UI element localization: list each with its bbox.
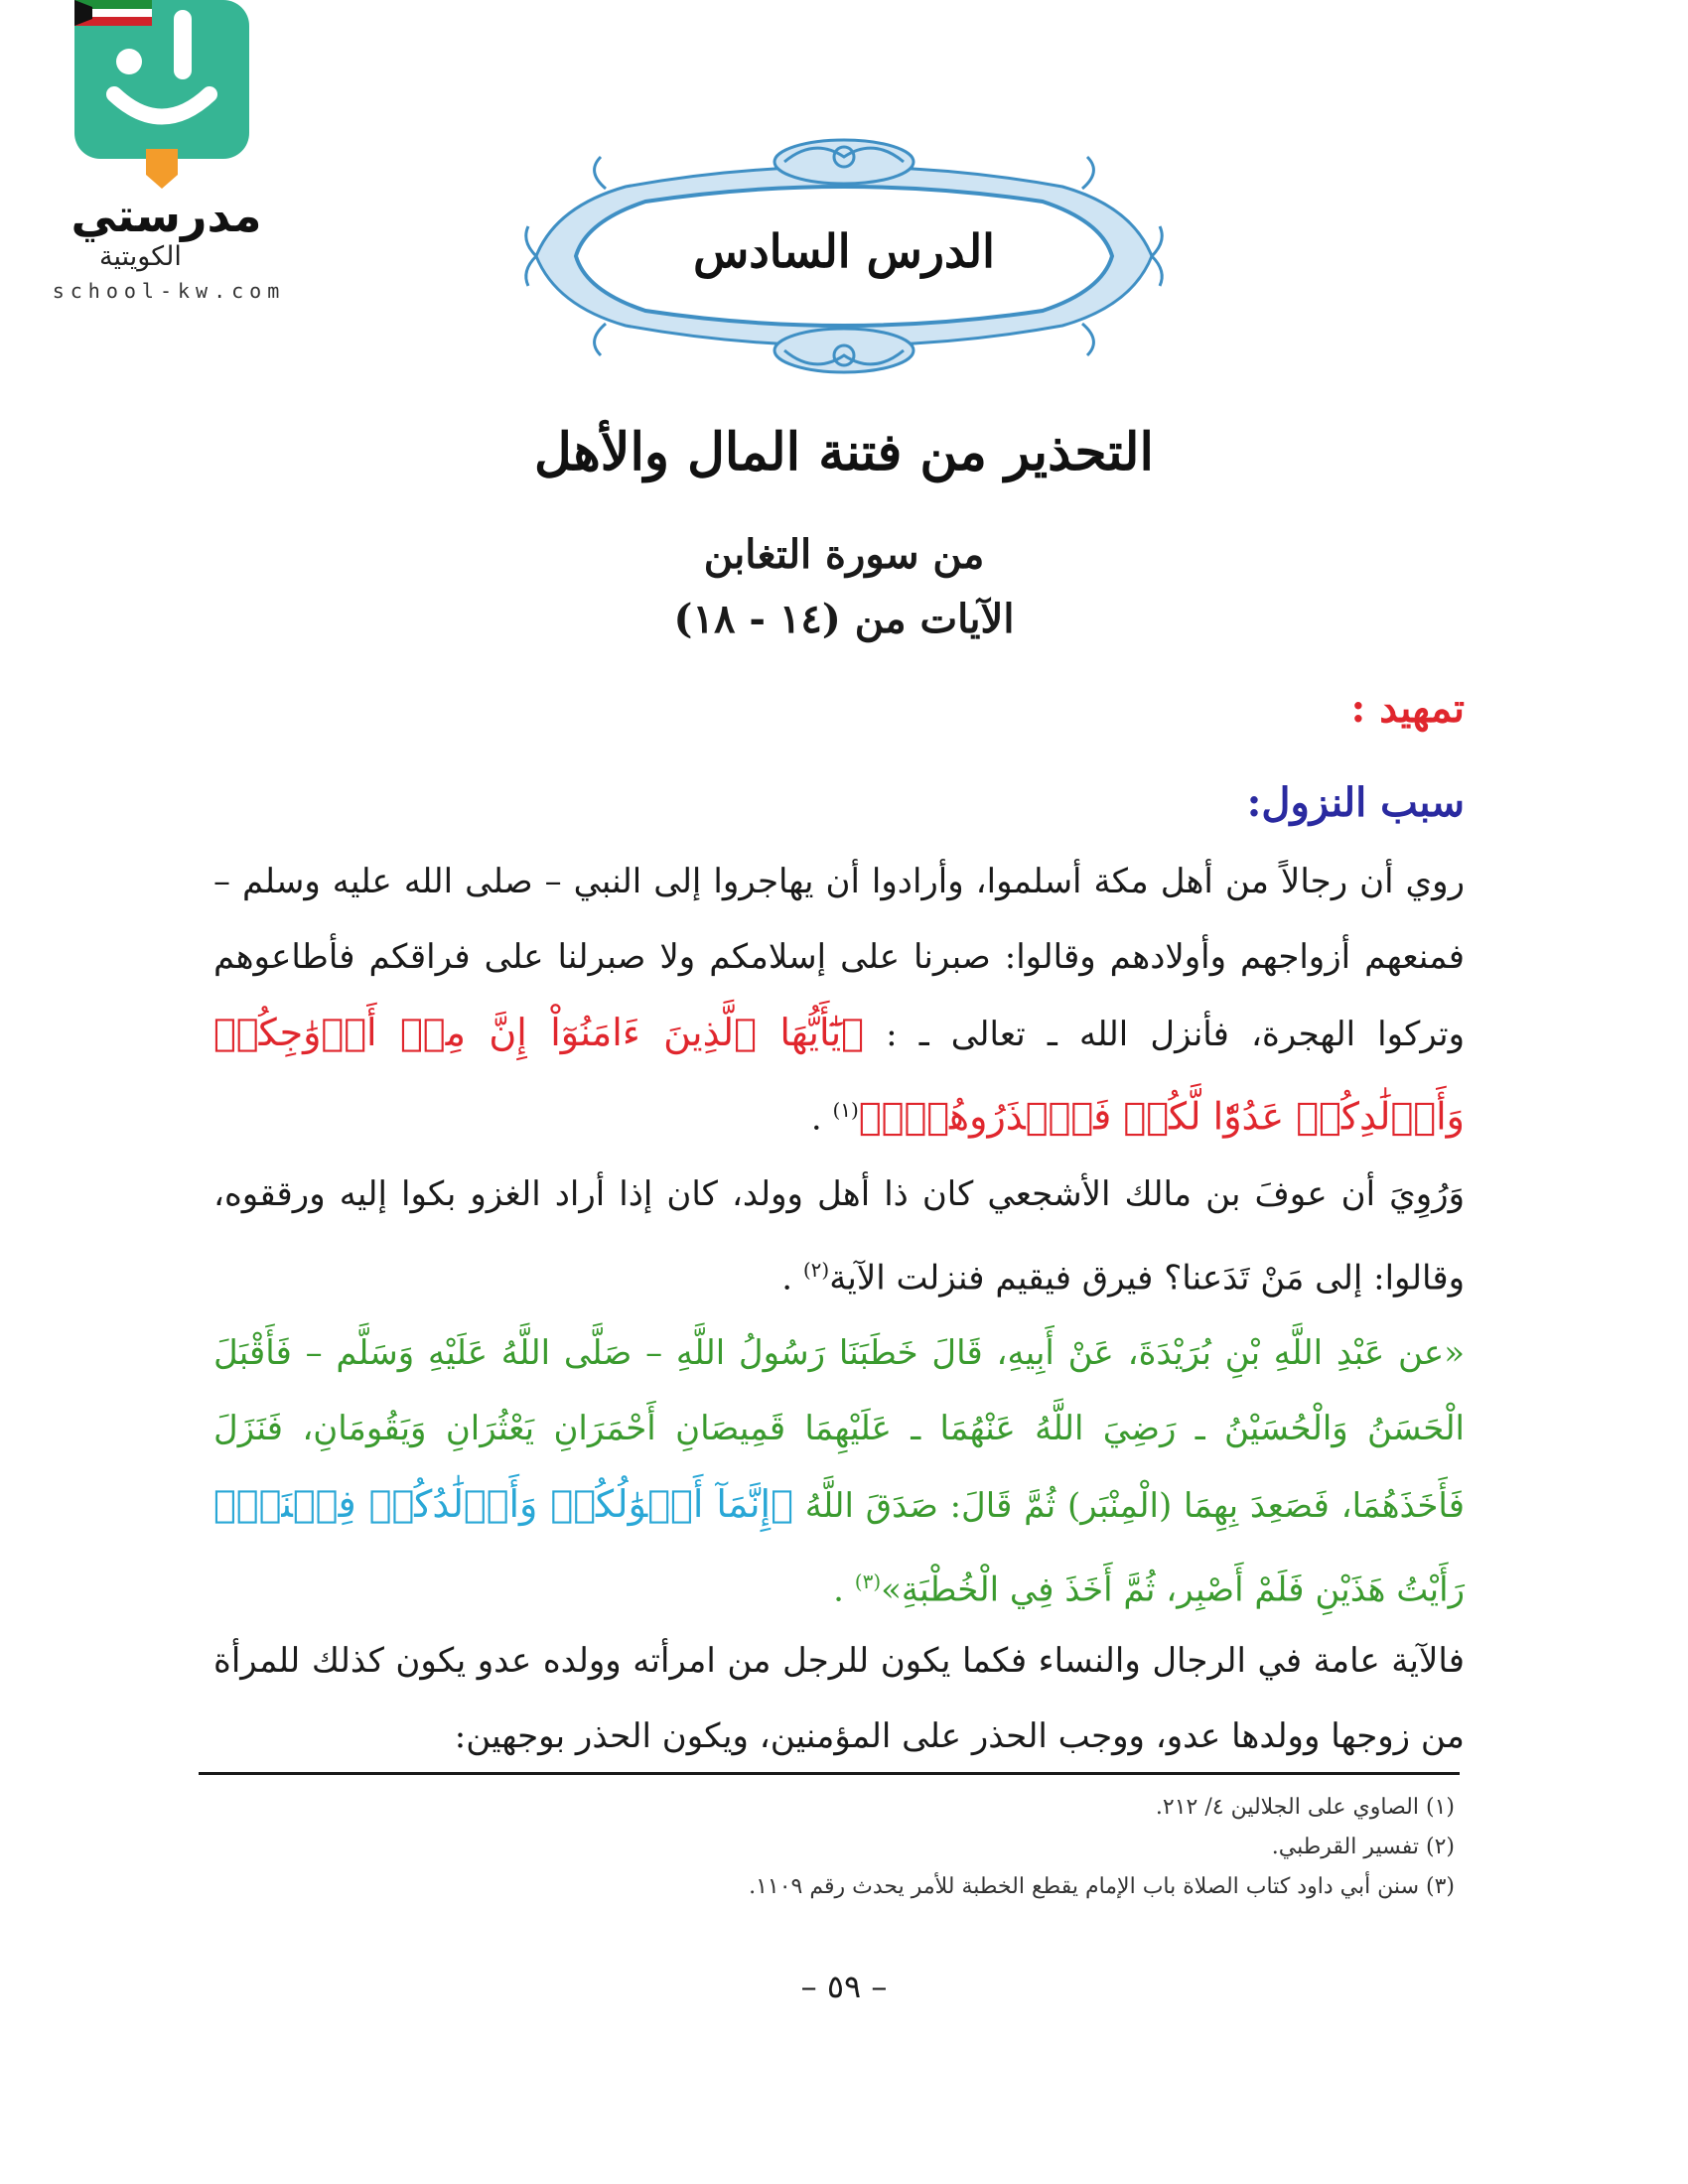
paragraph-text: روي أن رجالاً من أهل مكة أسلموا، وأرادوا أن يهاجروا إلى النبي – صلى الله عليه وسلم – فمنعهم أزواجهم وأولادهم وقالوا: صبرنا على إسلامكم ولا صبرلنا على فراقكم فأطاعوهم وتركوا الهجرة، فأنزل الله ـ تعالى ـ : [213,862,1465,1054]
hadith-text: «عن عَبْدِ اللَّهِ بْنِ بُرَيْدَةَ، عَنْ أَبِيهِ، قَالَ خَطَبَنَا رَسُولُ اللَّهِ – صَلَّى اللَّهُ عَلَيْهِ وَسَلَّم – فَأَقْبَلَ الْحَسَنُ وَالْحُسَيْنُ ـ رَضِيَ اللَّهُ عَنْهُمَا ـ عَلَيْهِمَا قَمِيصَانِ أَحْمَرَانِ يَعْثُرَانِ وَيَقُومَانِ، فَنَزَلَ فَأَخَذَهُمَا، فَصَعِدَ بِهِمَا (الْمِنْبَر) ثُمَّ قَالَ: صَدَقَ اللَّهُ [213,1333,1466,1526]
footnote: (٣) سنن أبي داود كتاب الصلاة باب الإمام يقطع الخطبة للأمر يحدث رقم ١١٠٩. [749,1874,1455,1899]
footnote-ref: (١) [832,1098,859,1122]
hadith-rest: رَأَيْتُ هَذَيْنِ فَلَمْ أَصْبِر، ثُمَّ أَخَذَ فِي الْخُطْبَةِ» [881,1570,1465,1610]
school-logo [20,0,308,303]
intro-heading: تمهيد : [1350,685,1465,732]
lesson-number: الدرس السادس [693,224,995,278]
footnote-ref: (٢) [802,1258,830,1282]
cause-heading: سبب النزول: [1246,779,1465,826]
footnote-ref: (٣) [854,1570,882,1593]
page-number: – ٥٩ – [800,1968,888,2005]
kuwait-flag-icon [74,0,152,26]
footnote: (٢) تفسير القرطبي. [1271,1835,1455,1859]
paragraph-text: وَرُوِيَ أن عوفَ بن مالك الأشجعي كان ذا أهل وولد، كان إذا أراد الغزو بكوا إليه ورققوه، وقالوا: إلى مَنْ تَدَعنا؟ فيرق فيقيم فنزلت الآية [213,1174,1465,1298]
footnote-divider [199,1772,1460,1775]
logo-book-icon [74,0,253,189]
footnote: (١) الصاوي على الجلالين ٤/ ٢١٢. [1155,1795,1455,1820]
quran-verse: ﴿إِنَّمَآ أَمۡوَٰلُكُمۡ وَأَوۡلَٰدُكُمۡ فِتۡنَةٞ﴾ [213,1482,793,1526]
paragraph-end: . [810,1098,833,1139]
paragraph-awf-story [213,1157,1465,1315]
quran-verse: ﴿يَٰٓأَيُّهَا ٱلَّذِينَ ءَامَنُوٓاْ إِنَّ مِنۡ أَزۡوَٰجِكُمۡ وَأَوۡلَٰدِكُمۡ عَدُوّٗا لَّكُمۡ فَٱحۡذَرُوهُمۡۚ﴾ [213,1011,1465,1139]
hadith-paragraph [213,1315,1465,1627]
paragraph-general-rule: فالآية عامة في الرجال والنساء فكما يكون للرجل من امرأته وولده عدو يكون كذلك للمرأة من زوجها وولدها عدو، ووجب الحذر على المؤمنين، ويكون الحذر بوجهين: [213,1641,1465,1756]
page-title: التحذير من فتنة المال والأهل [534,422,1154,482]
lesson-banner [516,127,1172,385]
surah-name: من سورة التغابن [703,531,985,578]
verses-range: الآيات من (١٤ - ١٨) [673,596,1015,642]
logo-name: مدرستي [70,189,262,242]
paragraph-end: . [833,1570,855,1610]
paragraph-end: . [781,1258,803,1298]
paragraph-revelation-cause [213,844,1465,1156]
logo-url: school-kw.com [52,279,286,303]
logo-subtitle: الكويتية [99,241,182,272]
